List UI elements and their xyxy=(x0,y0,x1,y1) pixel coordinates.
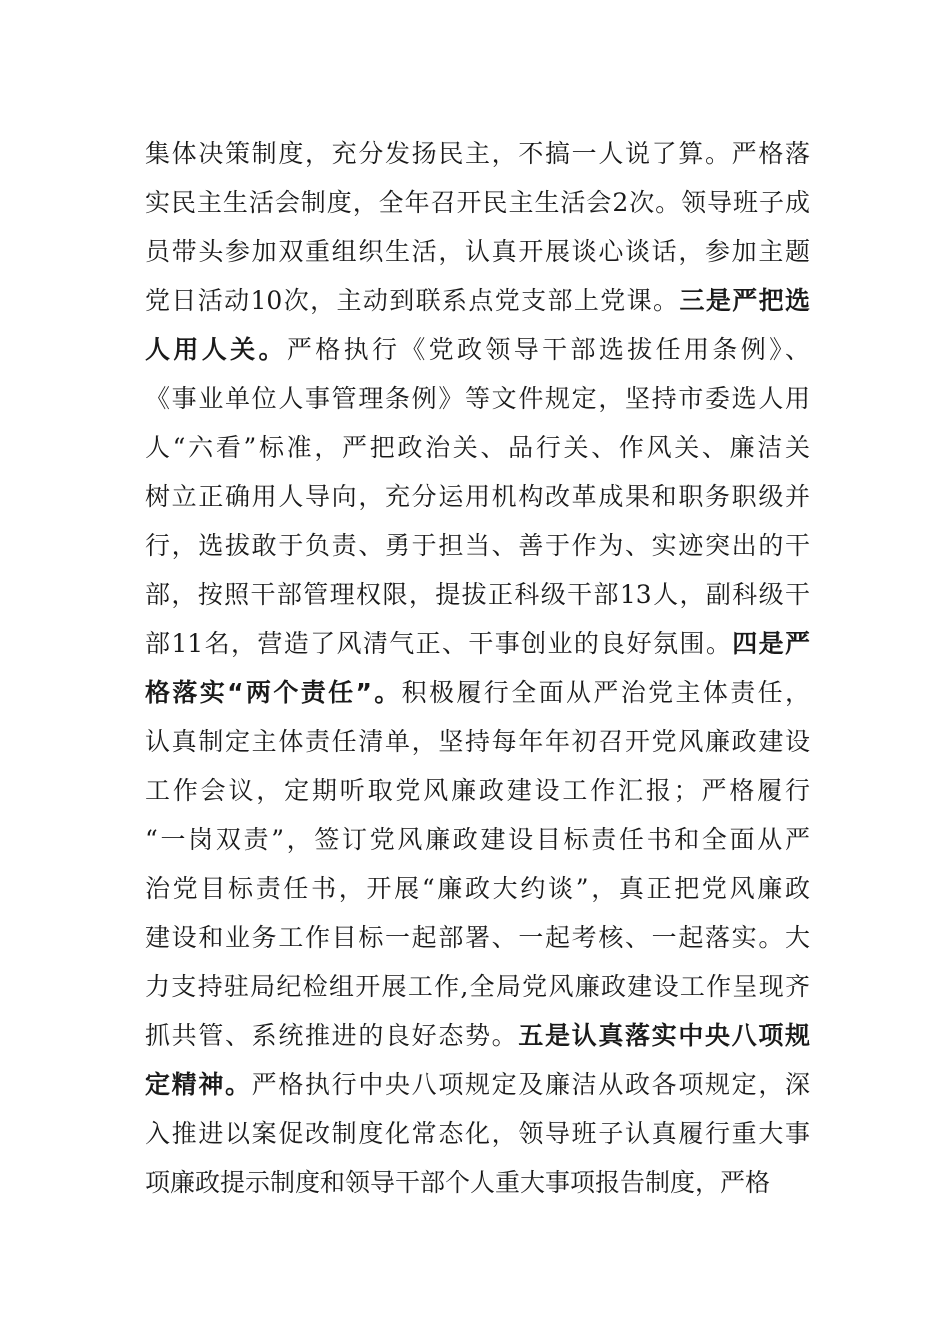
text-line xyxy=(145,423,810,472)
body-text-segment: 部，按照干部管理权限，提拔正科级干部13人，副科级干 xyxy=(145,580,810,609)
body-text-segment: 行，选拔敢于负责、勇于担当、善于作为、实迹突出的干 xyxy=(145,531,810,560)
body-text-segment: “一岗双责”，签订党风廉政建设目标责任书和全面从严 xyxy=(145,825,810,854)
body-text-segment: 集体决策制度，充分发扬民主，不搞一人说了算。严格落 xyxy=(145,139,810,168)
text-line xyxy=(145,815,810,864)
bold-heading-text: 三是严把选 xyxy=(679,286,810,315)
body-text-segment: 工作会议，定期听取党风廉政建设工作汇报；严格履行 xyxy=(145,776,810,805)
body-text-segment: 积极履行全面从严治党主体责任， xyxy=(401,678,810,707)
text-line xyxy=(145,1109,810,1158)
bold-heading-text: 定精神。 xyxy=(145,1070,252,1099)
text-line xyxy=(145,178,810,227)
bold-heading-text: 四是严 xyxy=(732,629,810,658)
text-line xyxy=(145,1060,810,1109)
text-line xyxy=(145,1011,810,1060)
text-line xyxy=(145,962,810,1011)
body-text-segment: 员带头参加双重组织生活，认真开展谈心谈话，参加主题 xyxy=(145,237,810,266)
text-line xyxy=(145,129,810,178)
body-text-segment: 部11名，营造了风清气正、干事创业的良好氛围。 xyxy=(145,629,733,658)
body-text-segment: 实民主生活会制度，全年召开民主生活会2次。领导班子成 xyxy=(145,188,810,217)
body-text-segment: 项廉政提示制度和领导干部个人重大事项报告制度，严格 xyxy=(145,1168,771,1197)
text-line xyxy=(145,913,810,962)
text-line xyxy=(145,472,810,521)
text-line xyxy=(145,521,810,570)
body-text-segment: 建设和业务工作目标一起部署、一起考核、一起落实。大 xyxy=(145,923,810,952)
body-text-segment: 抓共管、系统推进的良好态势。 xyxy=(145,1021,519,1050)
text-line xyxy=(145,668,810,717)
body-text-segment: 严格执行《党政领导干部选拔任用条例》、 xyxy=(286,335,810,364)
body-text-segment: 《事业单位人事管理条例》等文件规定，坚持市委选人用 xyxy=(145,384,810,413)
bold-heading-text: 格落实“两个责任”。 xyxy=(145,678,402,707)
body-text-segment: 入推进以案促改制度化常态化，领导班子认真履行重大事 xyxy=(145,1119,810,1148)
text-line xyxy=(145,570,810,619)
bold-heading-text: 人用人关。 xyxy=(145,335,287,364)
text-line xyxy=(145,374,810,423)
text-line xyxy=(145,864,810,913)
body-paragraph xyxy=(145,129,810,1207)
text-line xyxy=(145,717,810,766)
text-line xyxy=(145,325,810,374)
text-line xyxy=(145,1158,810,1207)
body-text-segment: 树立正确用人导向，充分运用机构改革成果和职务职级并 xyxy=(145,482,810,511)
text-line xyxy=(145,766,810,815)
body-text-segment: 力支持驻局纪检组开展工作,全局党风廉政建设工作呈现齐 xyxy=(145,972,810,1001)
body-text-segment: 严格执行中央八项规定及廉洁从政各项规定，深 xyxy=(251,1070,810,1099)
body-text-segment: 党日活动10次，主动到联系点党支部上党课。 xyxy=(145,286,680,315)
body-text-segment: 治党目标责任书，开展“廉政大约谈”，真正把党风廉政 xyxy=(145,874,810,903)
text-line xyxy=(145,276,810,325)
text-line xyxy=(145,619,810,668)
body-text-segment: 认真制定主体责任清单，坚持每年年初召开党风廉政建设 xyxy=(145,727,810,756)
bold-heading-text: 五是认真落实中央八项规 xyxy=(518,1021,810,1050)
text-line xyxy=(145,227,810,276)
body-text-segment: 人“六看”标准，严把政治关、品行关、作风关、廉洁关 xyxy=(145,433,810,462)
